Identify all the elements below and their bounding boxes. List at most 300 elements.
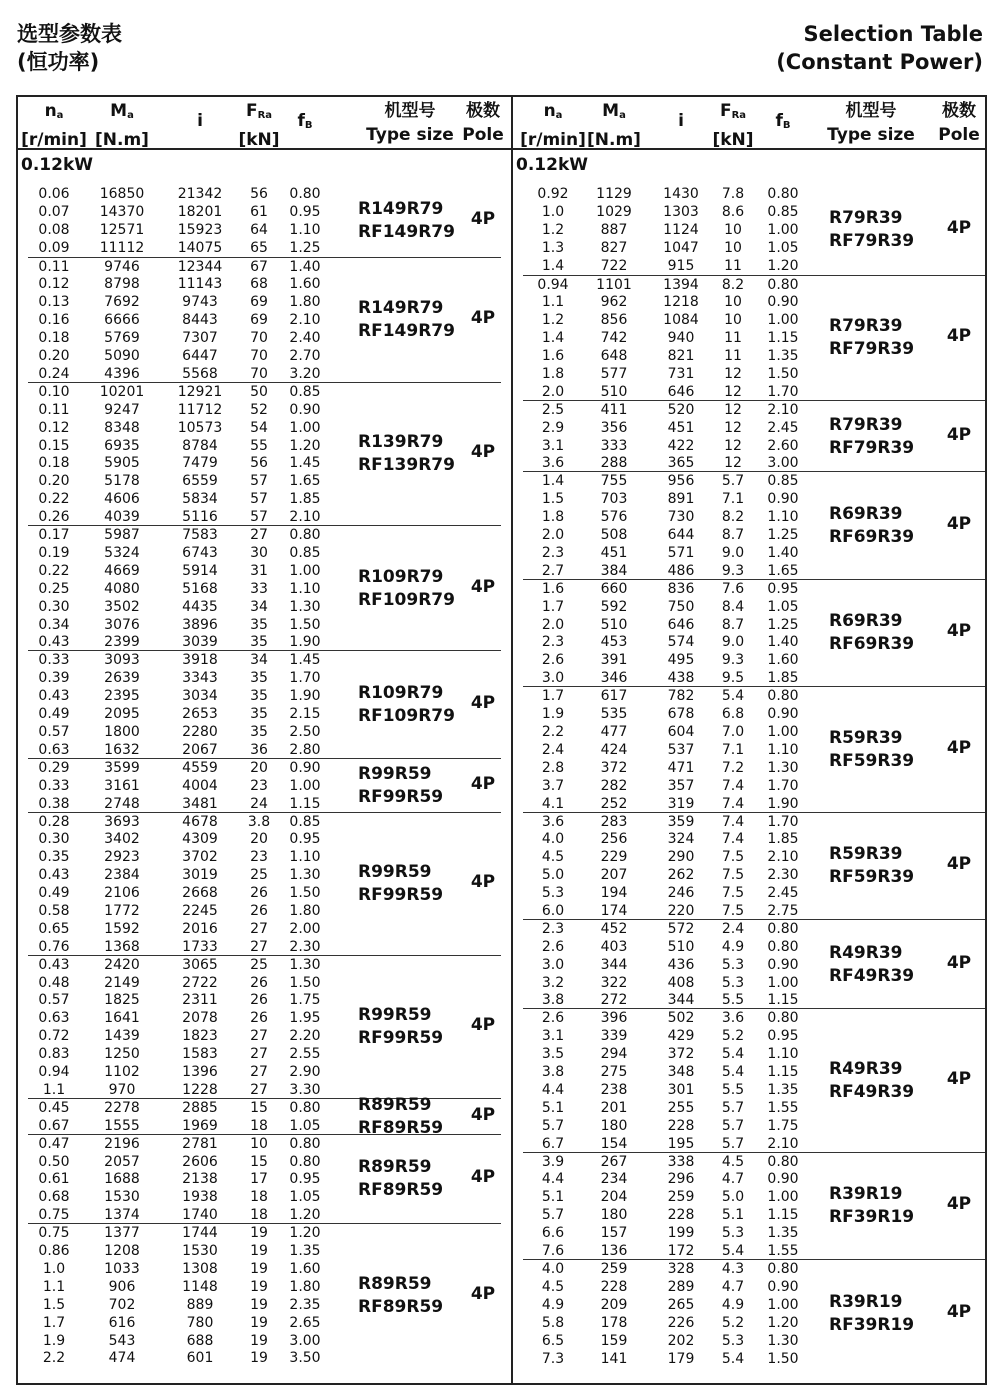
fra-cell: 69 [250,294,268,311]
table-row [28,258,501,276]
fra-cell: 8.7 [721,527,745,544]
header-left [17,20,122,76]
na-cell: 2.3 [541,920,565,937]
fra-cell: 4.5 [721,1153,745,1170]
na-cell: 4.5 [541,849,565,866]
fb-cell: 2.30 [767,867,799,884]
type-size-label [358,682,455,728]
ma-cell: 1772 [104,903,140,919]
i-cell: 3065 [182,956,218,973]
group-left-5 [28,758,501,813]
fb-cell: 1.30 [767,759,799,776]
col-fb-header [270,109,340,138]
na-cell: 5.7 [541,1117,565,1134]
fb-cell: 0.80 [289,186,321,202]
type-size-1: RF69R39 [829,634,915,655]
na-cell: 2.6 [541,938,565,955]
col-pole-symbol: 极数 [942,101,976,121]
pole-label: 4P [946,326,972,347]
i-cell: 782 [667,688,695,705]
ma-cell: 3093 [104,652,140,669]
i-cell: 319 [667,795,695,812]
na-cell: 0.94 [38,1064,70,1081]
fra-cell: 19 [250,1332,268,1349]
i-cell: 172 [667,1243,695,1260]
i-cell: 731 [667,366,695,382]
table-row [523,419,985,437]
fra-cell: 7.6 [721,580,745,597]
fb-cell: 1.00 [289,419,321,436]
i-cell: 338 [667,1153,695,1170]
col-fra-unit: [kN] [712,130,754,150]
fra-cell: 27 [250,527,268,544]
na-cell: 2.2 [541,723,565,740]
i-cell: 4678 [182,813,218,830]
fra-cell: 8.7 [721,616,745,633]
fb-cell: 1.45 [289,652,321,669]
i-cell: 228 [667,1117,695,1134]
na-cell: 7.6 [541,1243,565,1260]
fb-cell: 0.85 [289,383,321,400]
type-size-0: R109R79 [358,566,444,587]
fra-cell: 27 [250,1081,268,1098]
fb-cell: 1.20 [767,1314,799,1331]
table-row [523,956,985,974]
fb-cell: 1.25 [767,616,799,633]
pole-label: 4P [946,424,972,445]
pole-label: 4P [470,693,496,714]
ma-cell: 5178 [104,473,140,490]
na-cell: 0.25 [38,580,70,597]
table-row [523,562,985,580]
table-row [28,741,501,759]
ma-cell: 372 [600,759,628,776]
fb-cell: 1.75 [767,1117,799,1134]
type-size-label [829,414,914,460]
fra-cell: 70 [250,348,268,365]
ma-cell: 8798 [104,276,140,293]
col-pole-header [924,99,994,147]
fra-cell: 35 [250,634,268,651]
fra-cell: 5.4 [721,1064,745,1081]
fb-cell: 1.00 [289,777,321,794]
fb-cell: 2.70 [289,348,321,365]
table-row [523,1027,985,1045]
type-size-label [829,942,914,988]
na-cell: 0.43 [38,634,70,651]
i-cell: 574 [667,634,695,651]
i-cell: 750 [667,598,695,615]
na-cell: 0.63 [38,741,70,758]
i-cell: 348 [667,1064,695,1081]
ma-cell: 5324 [104,544,140,561]
table-row [523,1099,985,1117]
ma-cell: 617 [600,688,628,705]
fra-cell: 57 [250,509,268,526]
na-cell: 1.8 [541,366,565,382]
table-row [28,365,501,383]
na-cell: 1.2 [541,312,565,329]
fra-cell: 7.5 [721,867,745,884]
header-right [776,20,983,76]
left-table [16,95,513,1385]
ma-cell: 3076 [104,616,140,633]
table-row [523,365,985,383]
i-cell: 836 [667,580,695,597]
fra-cell: 6.8 [721,706,745,723]
fb-cell: 1.85 [767,670,799,687]
fb-cell: 1.60 [289,276,321,293]
i-cell: 601 [186,1350,214,1367]
fb-cell: 1.10 [767,509,799,526]
fb-cell: 2.30 [289,938,321,955]
i-cell: 5168 [182,580,218,597]
na-cell: 0.58 [38,903,70,919]
fb-cell: 0.95 [289,831,321,848]
fra-cell: 19 [250,1243,268,1260]
fb-cell: 1.05 [289,1189,321,1206]
fra-cell: 7.5 [721,903,745,919]
type-size-1: RF149R79 [358,221,455,242]
table-row [523,759,985,777]
fra-cell: 5.4 [721,688,745,705]
i-cell: 1430 [663,186,699,202]
fb-cell: 0.95 [767,1028,799,1045]
fb-cell: 1.70 [767,383,799,400]
i-cell: 3702 [182,849,218,866]
type-size-0: R99R59 [358,763,432,784]
fb-cell: 0.90 [767,706,799,723]
i-cell: 436 [667,956,695,973]
na-cell: 3.8 [541,992,565,1009]
col-na-unit: [r/min] [520,130,586,150]
i-cell: 289 [667,1278,695,1295]
fb-cell: 1.70 [767,813,799,830]
fra-cell: 5.3 [721,1225,745,1242]
i-cell: 365 [667,455,695,472]
na-cell: 2.6 [541,1010,565,1027]
na-cell: 0.15 [38,437,70,454]
ma-cell: 453 [600,634,628,651]
i-cell: 1823 [182,1028,218,1045]
fb-cell: 0.90 [289,759,321,776]
ma-cell: 209 [600,1296,628,1313]
type-size-label [358,566,455,612]
fra-cell: 33 [250,580,268,597]
col-type-symbol: 机型号 [384,101,436,121]
ma-cell: 1377 [104,1225,140,1242]
ma-cell: 204 [600,1189,628,1206]
ma-cell: 3161 [104,777,140,794]
ma-cell: 856 [600,312,628,329]
fra-cell: 50 [250,383,268,400]
ma-cell: 510 [600,383,628,400]
fb-cell: 1.15 [289,795,321,812]
na-cell: 0.12 [38,276,70,293]
ma-cell: 2057 [104,1153,140,1170]
fra-cell: 26 [250,974,268,991]
na-cell: 0.35 [38,849,70,866]
ma-cell: 4396 [104,365,140,382]
fb-cell: 1.20 [289,437,321,454]
i-cell: 6559 [182,473,218,490]
ma-cell: 451 [600,544,628,561]
fb-cell: 1.55 [767,1099,799,1116]
ma-cell: 1800 [104,723,140,740]
type-size-0: R49R39 [829,942,903,963]
fb-cell: 1.45 [289,455,321,472]
ma-cell: 5769 [104,330,140,347]
na-cell: 0.67 [38,1117,70,1134]
i-cell: 510 [667,938,695,955]
table-row [513,239,985,257]
fra-cell: 12 [724,437,742,454]
group-left-0 [18,185,511,257]
ma-cell: 267 [600,1153,628,1170]
na-cell: 1.5 [541,491,565,508]
fra-cell: 68 [250,276,268,293]
na-cell: 0.50 [38,1153,70,1170]
na-cell: 0.92 [537,186,569,202]
i-cell: 1938 [182,1189,218,1206]
i-cell: 8443 [182,312,218,329]
na-cell: 3.1 [541,1028,565,1045]
ma-cell: 4669 [104,562,140,579]
na-cell: 2.0 [541,383,565,400]
table-row [28,616,501,634]
fra-cell: 35 [250,688,268,705]
i-cell: 226 [667,1314,695,1331]
ma-cell: 2395 [104,688,140,705]
table-row [523,991,985,1009]
na-cell: 0.19 [38,544,70,561]
ma-cell: 1129 [596,186,632,202]
fb-cell: 1.05 [767,239,799,256]
na-cell: 3.6 [541,813,565,830]
fb-cell: 1.50 [289,616,321,633]
col-pole-header [448,99,518,147]
na-cell: 4.5 [541,1278,565,1295]
ma-cell: 477 [600,723,628,740]
col-fb-subscript: B [782,120,791,131]
fb-cell: 1.60 [289,1260,321,1277]
na-cell: 0.11 [38,258,70,275]
na-cell: 0.07 [38,203,70,220]
pole-label: 4P [946,854,972,875]
column-header [513,97,985,150]
na-cell: 4.0 [541,1261,565,1277]
na-cell: 1.3 [541,239,565,256]
fra-cell: 19 [250,1296,268,1313]
fra-cell: 11 [724,330,742,347]
fra-cell: 12 [724,401,742,418]
i-cell: 3918 [182,652,218,669]
fb-cell: 1.75 [289,992,321,1009]
i-cell: 4559 [182,759,218,776]
pole-label: 4P [946,737,972,758]
fra-cell: 34 [250,652,268,669]
i-cell: 3039 [182,634,218,651]
type-size-1: RF89R59 [358,1180,444,1201]
table-row [28,490,501,508]
ma-cell: 256 [600,831,628,848]
fb-cell: 3.30 [289,1081,321,1098]
fb-cell: 2.50 [289,723,321,740]
i-cell: 471 [667,759,695,776]
fra-cell: 4.7 [721,1278,745,1295]
table-row [523,490,985,508]
table-row [523,1135,985,1153]
col-i-symbol: i [678,111,684,131]
table-row [523,1314,985,1332]
type-size-0: R79R39 [829,414,903,435]
ma-cell: 180 [600,1207,628,1224]
na-cell: 0.24 [38,365,70,382]
fra-cell: 27 [250,938,268,955]
na-cell: 0.43 [38,956,70,973]
na-cell: 6.0 [541,903,565,919]
i-cell: 2606 [182,1153,218,1170]
type-size-1: RF99R59 [358,786,444,807]
na-cell: 0.68 [38,1189,70,1206]
na-cell: 1.1 [42,1081,66,1098]
fra-cell: 57 [250,473,268,490]
i-cell: 537 [667,741,695,758]
fb-cell: 1.80 [289,903,321,919]
fra-cell: 26 [250,1010,268,1027]
fb-cell: 1.10 [289,580,321,597]
na-cell: 0.57 [38,723,70,740]
pole-label: 4P [946,1301,972,1322]
i-cell: 255 [667,1099,695,1116]
table-row [28,1206,501,1224]
fb-cell: 2.10 [289,509,321,526]
i-cell: 18201 [177,203,223,220]
type-size-label [358,297,455,343]
ma-cell: 702 [108,1296,136,1313]
ma-cell: 5987 [104,527,140,544]
na-cell: 5.1 [541,1099,565,1116]
ma-cell: 411 [600,401,628,418]
fra-cell: 35 [250,706,268,723]
type-size-1: RF99R59 [358,885,444,906]
na-cell: 0.63 [38,1010,70,1027]
fra-cell: 67 [250,258,268,275]
fra-cell: 7.8 [721,186,745,202]
col-i-symbol: i [197,111,203,131]
i-cell: 520 [667,401,695,418]
fb-cell: 1.05 [767,598,799,615]
fra-cell: 18 [250,1207,268,1224]
i-cell: 3019 [182,867,218,884]
fra-cell: 19 [250,1314,268,1331]
ma-cell: 180 [600,1117,628,1134]
i-cell: 357 [667,777,695,794]
fb-cell: 0.80 [289,1153,321,1170]
col-na-header [19,99,89,152]
fb-cell: 0.85 [289,544,321,561]
ma-cell: 4080 [104,580,140,597]
type-size-0: R89R59 [358,1273,432,1294]
fra-cell: 54 [250,419,268,436]
fb-cell: 1.20 [289,1225,321,1242]
i-cell: 451 [667,419,695,436]
na-cell: 0.94 [537,276,569,293]
table-row [523,795,985,813]
i-cell: 495 [667,652,695,669]
i-cell: 4004 [182,777,218,794]
na-cell: 2.6 [541,652,565,669]
col-fb-symbol: f [775,111,783,131]
table-row [523,1117,985,1135]
fra-cell: 4.9 [721,938,745,955]
i-cell: 10573 [177,419,223,436]
i-cell: 12921 [177,383,223,400]
ma-cell: 508 [600,527,628,544]
title-cn: 选型参数表 [17,22,122,46]
group-right-2 [523,400,985,473]
table-row [523,580,985,598]
na-cell: 0.22 [38,491,70,508]
na-cell: 1.4 [541,257,565,274]
na-cell: 3.6 [541,455,565,472]
table-row [523,651,985,669]
na-cell: 0.86 [38,1243,70,1260]
i-cell: 11143 [177,276,223,293]
type-size-0: R39R19 [829,1291,903,1312]
col-ma-header [87,99,157,152]
table-row [523,974,985,992]
pole-label: 4P [946,621,972,642]
ma-cell: 154 [600,1135,628,1152]
ma-cell: 252 [600,795,628,812]
type-size-0: R59R39 [829,727,903,748]
na-cell: 1.8 [541,509,565,526]
fb-cell: 1.05 [289,1117,321,1134]
fra-cell: 7.0 [721,723,745,740]
fra-cell: 36 [250,741,268,758]
fb-cell: 0.85 [767,203,799,220]
fb-cell: 2.60 [767,437,799,454]
fb-cell: 2.65 [289,1314,321,1331]
power-label: 0.12kW [21,155,94,175]
table-row [28,1063,501,1081]
col-ma-unit: [N.m] [587,130,641,150]
fra-cell: 5.4 [721,1243,745,1260]
type-size-label [358,198,455,244]
ma-cell: 282 [600,777,628,794]
i-cell: 12344 [177,258,223,275]
i-cell: 502 [667,1010,695,1027]
table-row [523,669,985,687]
ma-cell: 238 [600,1081,628,1098]
table-row [28,651,501,669]
fra-cell: 5.3 [721,974,745,991]
i-cell: 265 [667,1296,695,1313]
type-size-1: RF49R39 [829,1081,915,1102]
table-row [523,884,985,902]
na-cell: 0.75 [38,1225,70,1242]
i-cell: 1308 [182,1260,218,1277]
i-cell: 5116 [182,509,218,526]
na-cell: 0.47 [38,1135,70,1152]
fb-cell: 1.15 [767,330,799,347]
fb-cell: 0.80 [767,1010,799,1027]
na-cell: 0.49 [38,706,70,723]
ma-cell: 510 [600,616,628,633]
fb-cell: 1.40 [767,634,799,651]
i-cell: 1740 [182,1207,218,1224]
